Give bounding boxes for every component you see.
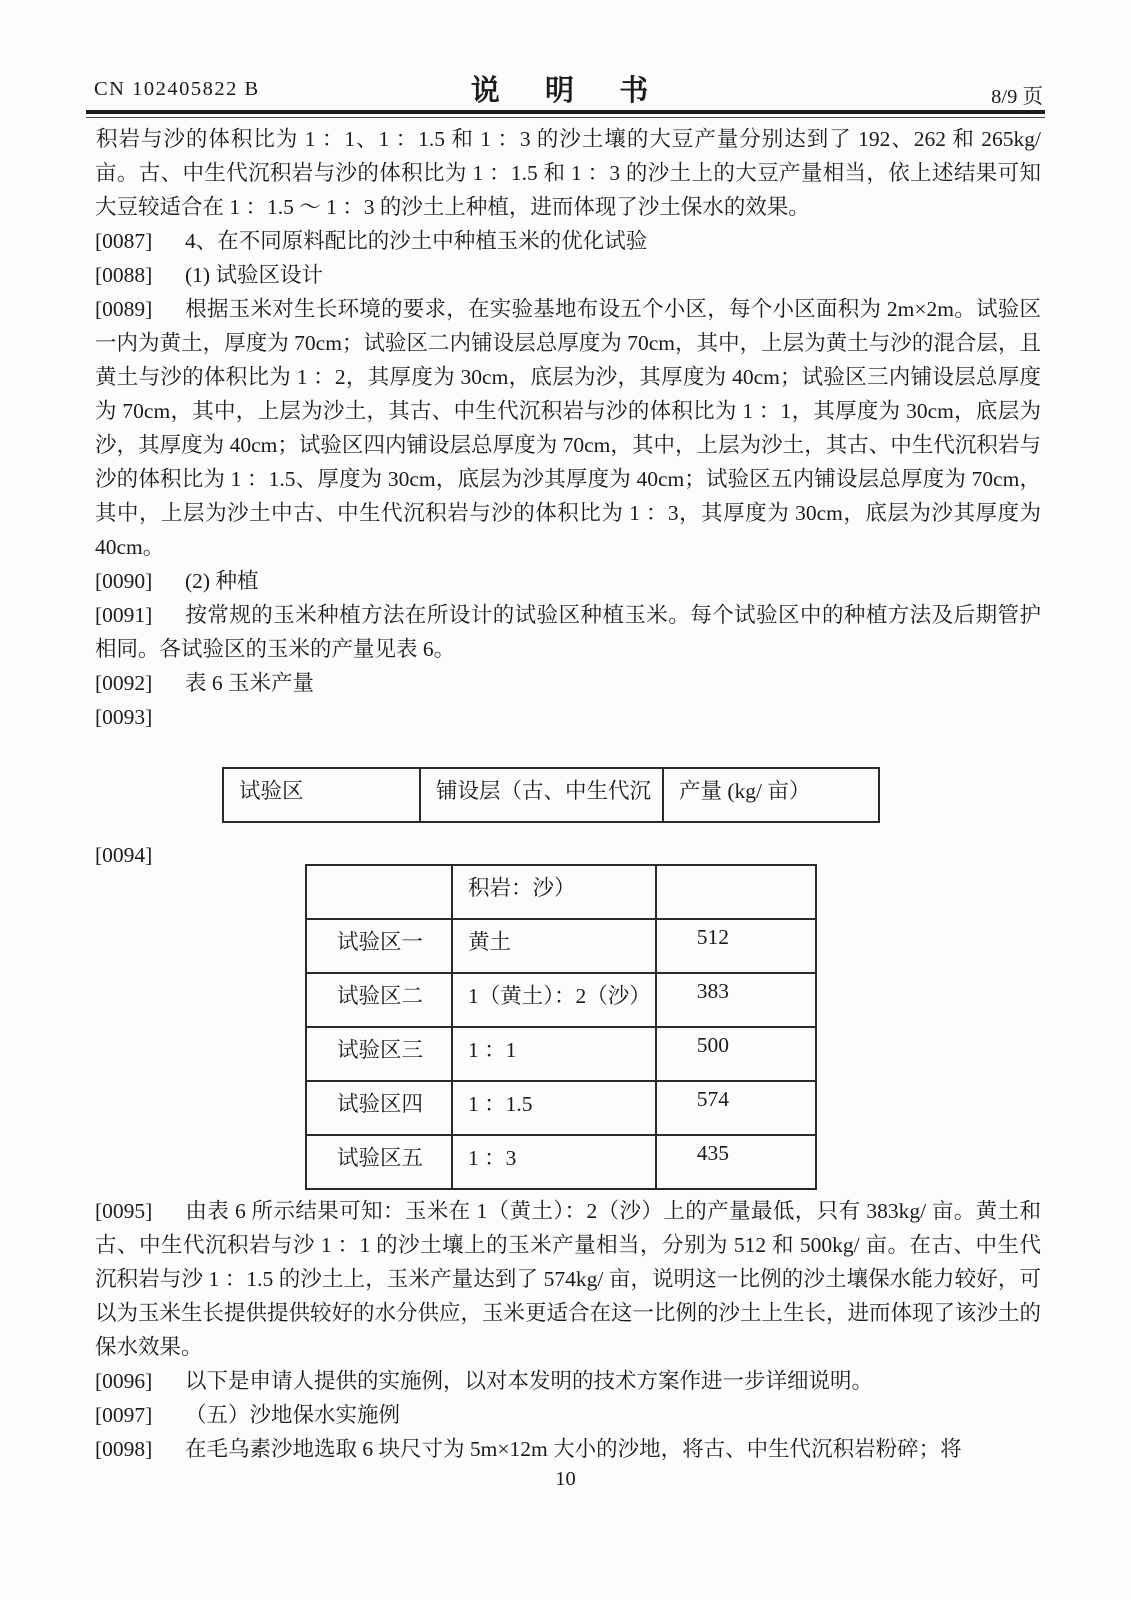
paragraph-0093	[95, 700, 1041, 734]
table-cell: 试验区	[223, 768, 420, 822]
paragraph-0088	[95, 258, 1041, 292]
paragraph-text: (2) 种植	[185, 569, 259, 593]
paragraph-0097	[95, 1398, 1041, 1432]
corn-yield-table-body	[305, 864, 817, 1190]
table-cell: 试验区二	[306, 973, 452, 1027]
paragraph-0091	[95, 598, 1041, 666]
paragraph-0095	[95, 1194, 1041, 1364]
table-cell: 试验区四	[306, 1081, 452, 1135]
body-text-lower	[95, 1194, 1041, 1466]
corn-yield-table-header	[222, 767, 880, 823]
header-rule-thick	[86, 110, 1045, 114]
paragraph-number: [0093]	[95, 705, 153, 729]
body-text-upper	[95, 122, 1041, 734]
table-cell	[656, 865, 816, 919]
table-cell	[306, 865, 452, 919]
paragraph-text: 在毛乌素沙地选取 6 块尺寸为 5m×12m 大小的沙地，将古、中生代沉积岩粉碎；将	[185, 1437, 962, 1461]
table-cell: 试验区五	[306, 1135, 452, 1189]
table-cell: 1 ：1	[452, 1027, 656, 1081]
paragraph-number: [0087]	[95, 229, 153, 253]
paragraph-0098	[95, 1432, 1041, 1466]
table-cell: 500	[656, 1027, 816, 1081]
page-footer	[0, 1468, 1131, 1491]
paragraph-text: 根据玉米对生长环境的要求，在实验基地布设五个小区，每个小区面积为 2m×2m。试验区一内为黄土，厚度为 70cm；试验区二内铺设层总厚度为 70cm，其中，上层为黄土与沙的混合层，且黄土与沙的体积比为 1 ：2，其厚度为 30cm，底层为沙，其厚度为 40cm；试验区三内铺设层总厚度为 70cm，其中，上层为沙土，其古、中生代沉积岩与沙的体积比为 1 ：1，其厚度为 30cm，底层为沙，其厚度为 40cm；试验区四内铺设层总厚度为 70cm，其中，上层为沙土，其古、中生代沉积岩与沙的体积比为 1 ：1.5、厚度为 30cm，底层为沙其厚度为 40cm；试验区五内铺设层总厚度为 70cm，其中，上层为沙土中古、中生代沉积岩与沙的体积比为 1 ：3，其厚度为 30cm，底层为沙其厚度为 40cm。	[95, 297, 1041, 559]
paragraph-0087	[95, 224, 1041, 258]
table-cell: 383	[656, 973, 816, 1027]
paragraph-number: [0092]	[95, 671, 153, 695]
table-cell: 铺设层（古、中生代沉	[420, 768, 663, 822]
table-cell: 1（黄土）：2（沙）	[452, 973, 656, 1027]
table-cell: 1 ：1.5	[452, 1081, 656, 1135]
paragraph-text: 积岩与沙的体积比为 1 ：1、1 ：1.5 和 1 ：3 的沙土壤的大豆产量分别达到了 192、262 和 265kg/ 亩。古、中生代沉积岩与沙的体积比为 1 ：1.5 和 1 ：3 的沙土上的大豆产量相当，依上述结果可知大豆较适合在 1 ：1.5 ～ 1 ：3 的沙土上种植，进而体现了沙土保水的效果。	[95, 127, 1041, 219]
table-row	[306, 1027, 816, 1081]
page-indicator: 8/9 页	[991, 86, 1043, 108]
paragraph-text: (1) 试验区设计	[185, 263, 323, 287]
paragraph-0096	[95, 1364, 1041, 1398]
paragraph-0092	[95, 666, 1041, 700]
paragraph-text: 表 6 玉米产量	[185, 671, 315, 695]
table-cell: 试验区三	[306, 1027, 452, 1081]
paragraph-number: [0097]	[95, 1403, 153, 1427]
paragraph-number: [0096]	[95, 1369, 153, 1393]
document-title: 说 明 书	[470, 75, 661, 107]
table-row	[306, 1081, 816, 1135]
table-cell: 1 ：3	[452, 1135, 656, 1189]
table-row	[306, 919, 816, 973]
table-row	[306, 865, 816, 919]
paragraph-text: 以下是申请人提供的实施例，以对本发明的技术方案作进一步详细说明。	[185, 1369, 874, 1393]
table-row	[306, 1135, 816, 1189]
table-row	[223, 768, 879, 822]
paragraph-number: [0090]	[95, 569, 153, 593]
table-cell: 黄土	[452, 919, 656, 973]
table-cell: 产量 (kg/ 亩）	[663, 768, 879, 822]
paragraph-number: [0094]	[95, 843, 153, 867]
paragraph-number: [0089]	[95, 297, 153, 321]
paragraph-number: [0088]	[95, 263, 153, 287]
table-cell: 积岩：沙）	[452, 865, 656, 919]
paragraph-0090	[95, 564, 1041, 598]
paragraph-text: 按常规的玉米种植方法在所设计的试验区种植玉米。每个试验区中的种植方法及后期管护相同。各试验区的玉米的产量见表 6。	[95, 603, 1041, 661]
table-cell: 512	[656, 919, 816, 973]
paragraph-number: [0095]	[95, 1199, 153, 1223]
paragraph-text: 4、在不同原料配比的沙土中种植玉米的优化试验	[185, 229, 648, 253]
paragraph-text: 由表 6 所示结果可知：玉米在 1（黄土）：2（沙）上的产量最低，只有 383kg/ 亩。黄土和古、中生代沉积岩与沙 1 ：1 的沙土壤上的玉米产量相当，分别为 512 和 500kg/ 亩。在古、中生代沉积岩与沙 1 ：1.5 的沙土上，玉米产量达到了 574kg/ 亩，说明这一比例的沙土壤保水能力较好，可以为玉米生长提供提供较好的水分供应，玉米更适合在这一比例的沙土上生长，进而体现了该沙土的保水效果。	[95, 1199, 1042, 1359]
table-row	[306, 973, 816, 1027]
paragraph-continuation	[95, 122, 1041, 224]
paragraph-number: [0091]	[95, 603, 153, 627]
paragraph-text: （五）沙地保水实施例	[185, 1403, 401, 1427]
table-cell: 574	[656, 1081, 816, 1135]
page-number: 10	[555, 1468, 576, 1490]
paragraph-0089	[95, 292, 1041, 564]
table-cell: 435	[656, 1135, 816, 1189]
patent-number: CN 102405822 B	[94, 78, 260, 100]
paragraph-number: [0098]	[95, 1437, 153, 1461]
header-rule-thin	[86, 117, 1045, 118]
table-cell: 试验区一	[306, 919, 452, 973]
